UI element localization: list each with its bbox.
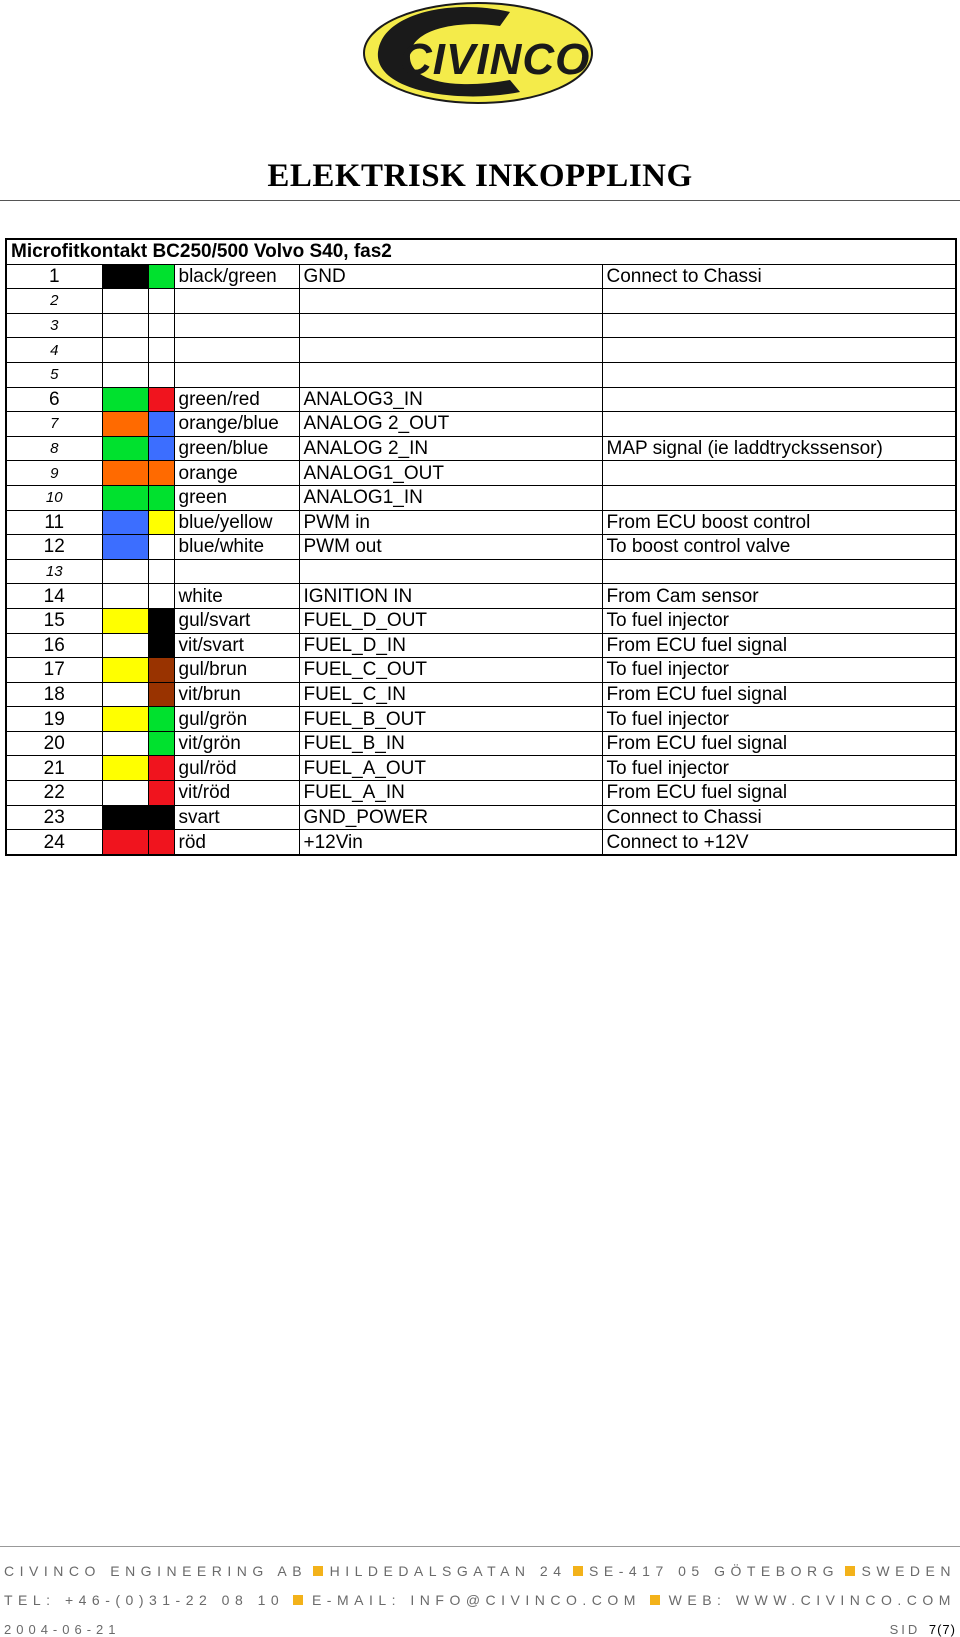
wire-color-name (174, 362, 299, 387)
table-row (6, 436, 956, 461)
pin-number: 24 (6, 830, 102, 855)
wire-color-name: gul/grön (174, 707, 299, 732)
wire-color-name: vit/röd (174, 781, 299, 806)
connection-note (602, 362, 956, 387)
page-label: SID (889, 1622, 921, 1637)
pin-number: 9 (6, 461, 102, 486)
wire-color-swatch-1 (102, 584, 148, 609)
signal-name: GND (299, 264, 602, 289)
wire-color-swatch-2 (148, 633, 174, 658)
table-row (6, 756, 956, 781)
pin-number: 21 (6, 756, 102, 781)
signal-name: ANALOG1_OUT (299, 461, 602, 486)
connection-note: From ECU boost control (602, 510, 956, 535)
table-row (6, 510, 956, 535)
signal-name: ANALOG 2_IN (299, 436, 602, 461)
wire-color-swatch-2 (148, 510, 174, 535)
pin-number: 3 (6, 313, 102, 338)
connection-note (602, 338, 956, 363)
table-row (6, 731, 956, 756)
footer-contact (4, 1592, 956, 1608)
connection-note: To fuel injector (602, 756, 956, 781)
wire-color-swatch-2 (148, 805, 174, 830)
wire-color-swatch-2 (148, 412, 174, 437)
wire-color-swatch-2 (148, 830, 174, 855)
wire-color-swatch-1 (102, 387, 148, 412)
pin-number: 11 (6, 510, 102, 535)
footer-company: CIVINCO ENGINEERING AB (4, 1563, 308, 1579)
pin-number: 19 (6, 707, 102, 732)
connection-note (602, 387, 956, 412)
table-row (6, 485, 956, 510)
wire-color-swatch-1 (102, 362, 148, 387)
wire-color-name (174, 313, 299, 338)
signal-name: ANALOG 2_OUT (299, 412, 602, 437)
signal-name: FUEL_A_IN (299, 781, 602, 806)
square-bullet-icon (845, 1566, 855, 1576)
wire-color-swatch-1 (102, 805, 148, 830)
svg-text:CIVINCO: CIVINCO (400, 35, 591, 84)
wire-color-name: svart (174, 805, 299, 830)
wire-color-swatch-2 (148, 559, 174, 584)
table-row (6, 805, 956, 830)
table-row (6, 362, 956, 387)
square-bullet-icon (313, 1566, 323, 1576)
connection-note: MAP signal (ie laddtryckssensor) (602, 436, 956, 461)
pin-number: 12 (6, 535, 102, 560)
footer-street: HILDEDALSGATAN 24 (329, 1563, 567, 1579)
wire-color-name: orange (174, 461, 299, 486)
square-bullet-icon (573, 1566, 583, 1576)
connection-note: Connect to +12V (602, 830, 956, 855)
signal-name (299, 362, 602, 387)
wire-color-swatch-1 (102, 781, 148, 806)
wire-color-swatch-2 (148, 731, 174, 756)
wire-color-swatch-1 (102, 731, 148, 756)
wire-color-swatch-1 (102, 313, 148, 338)
table-row (6, 535, 956, 560)
wire-color-swatch-1 (102, 485, 148, 510)
pin-table (5, 238, 957, 856)
pin-number: 20 (6, 731, 102, 756)
signal-name: FUEL_C_IN (299, 682, 602, 707)
wire-color-name (174, 559, 299, 584)
footer-address (4, 1563, 956, 1579)
wire-color-swatch-1 (102, 707, 148, 732)
pin-number: 14 (6, 584, 102, 609)
wire-color-name: green (174, 485, 299, 510)
wire-color-name: vit/svart (174, 633, 299, 658)
pin-number: 18 (6, 682, 102, 707)
signal-name (299, 559, 602, 584)
wire-color-swatch-2 (148, 584, 174, 609)
connection-note: From Cam sensor (602, 584, 956, 609)
connection-note: From ECU fuel signal (602, 781, 956, 806)
footer-date: 2004-06-21 (4, 1622, 121, 1637)
connection-note: From ECU fuel signal (602, 633, 956, 658)
wire-color-swatch-1 (102, 338, 148, 363)
wire-color-swatch-1 (102, 264, 148, 289)
table-row (6, 313, 956, 338)
table-row (6, 387, 956, 412)
wire-color-swatch-2 (148, 436, 174, 461)
footer-web[interactable]: WEB: WWW.CIVINCO.COM (668, 1592, 956, 1608)
wire-color-swatch-2 (148, 338, 174, 363)
wire-color-swatch-1 (102, 633, 148, 658)
signal-name: PWM out (299, 535, 602, 560)
wire-color-name: black/green (174, 264, 299, 289)
wire-color-swatch-2 (148, 289, 174, 314)
table-row (6, 264, 956, 289)
pin-number: 5 (6, 362, 102, 387)
table-row (6, 608, 956, 633)
wire-color-swatch-2 (148, 658, 174, 683)
square-bullet-icon (293, 1595, 303, 1605)
wire-color-name: röd (174, 830, 299, 855)
table-row (6, 412, 956, 437)
page-title: ELEKTRISK INKOPPLING (267, 158, 693, 194)
wire-color-name (174, 338, 299, 363)
wire-color-name: white (174, 584, 299, 609)
signal-name: IGNITION IN (299, 584, 602, 609)
footer-meta (4, 1622, 956, 1637)
pin-number: 7 (6, 412, 102, 437)
pin-number: 2 (6, 289, 102, 314)
wire-color-name: blue/white (174, 535, 299, 560)
wire-color-name: gul/röd (174, 756, 299, 781)
pin-number: 15 (6, 608, 102, 633)
connection-note: From ECU fuel signal (602, 731, 956, 756)
connection-note: Connect to Chassi (602, 264, 956, 289)
table-row (6, 781, 956, 806)
connection-note (602, 485, 956, 510)
signal-name: FUEL_B_IN (299, 731, 602, 756)
pin-number: 10 (6, 485, 102, 510)
wire-color-swatch-2 (148, 682, 174, 707)
wire-color-swatch-2 (148, 313, 174, 338)
table-header: Microfitkontakt BC250/500 Volvo S40, fas2 (6, 239, 956, 264)
table-row (6, 559, 956, 584)
signal-name: FUEL_C_OUT (299, 658, 602, 683)
footer-country: SWEDEN (861, 1563, 956, 1579)
wire-color-name: vit/brun (174, 682, 299, 707)
wire-color-swatch-2 (148, 387, 174, 412)
connection-note (602, 559, 956, 584)
table-row (6, 707, 956, 732)
wire-color-swatch-1 (102, 461, 148, 486)
wire-color-swatch-2 (148, 608, 174, 633)
signal-name: FUEL_D_IN (299, 633, 602, 658)
signal-name: FUEL_A_OUT (299, 756, 602, 781)
page-indicator (890, 1622, 956, 1637)
footer-email[interactable]: E-MAIL: INFO@CIVINCO.COM (311, 1592, 641, 1608)
wire-color-name: orange/blue (174, 412, 299, 437)
wire-color-name: gul/svart (174, 608, 299, 633)
wire-color-swatch-2 (148, 461, 174, 486)
signal-name: ANALOG1_IN (299, 485, 602, 510)
signal-name: FUEL_B_OUT (299, 707, 602, 732)
signal-name: GND_POWER (299, 805, 602, 830)
title-divider (0, 200, 960, 201)
table-row (6, 289, 956, 314)
wire-color-swatch-1 (102, 510, 148, 535)
connection-note: To fuel injector (602, 658, 956, 683)
pin-number: 13 (6, 559, 102, 584)
table-row (6, 461, 956, 486)
connection-note (602, 461, 956, 486)
wire-color-name: gul/brun (174, 658, 299, 683)
connection-note (602, 412, 956, 437)
table-row (6, 338, 956, 363)
page-number: 7(7) (928, 1622, 956, 1637)
wire-color-swatch-2 (148, 264, 174, 289)
footer-city: SE-417 05 GÖTEBORG (589, 1563, 839, 1579)
table-row (6, 633, 956, 658)
signal-name: FUEL_D_OUT (299, 608, 602, 633)
wire-color-name: blue/yellow (174, 510, 299, 535)
wire-color-swatch-1 (102, 559, 148, 584)
wire-color-swatch-2 (148, 362, 174, 387)
signal-name: +12Vin (299, 830, 602, 855)
wire-color-swatch-1 (102, 830, 148, 855)
wire-color-swatch-1 (102, 682, 148, 707)
square-bullet-icon (650, 1595, 660, 1605)
signal-name (299, 313, 602, 338)
wire-color-swatch-2 (148, 781, 174, 806)
pin-number: 4 (6, 338, 102, 363)
wire-color-swatch-1 (102, 756, 148, 781)
wire-color-swatch-1 (102, 289, 148, 314)
wire-color-name: vit/grön (174, 731, 299, 756)
connection-note: Connect to Chassi (602, 805, 956, 830)
wire-color-name: green/blue (174, 436, 299, 461)
footer-divider (0, 1546, 960, 1547)
wire-color-swatch-2 (148, 707, 174, 732)
wire-color-swatch-1 (102, 436, 148, 461)
connection-note (602, 289, 956, 314)
table-row (6, 584, 956, 609)
pin-number: 8 (6, 436, 102, 461)
connection-note: To fuel injector (602, 707, 956, 732)
wire-color-swatch-1 (102, 412, 148, 437)
connection-note: To boost control valve (602, 535, 956, 560)
table-row (6, 830, 956, 855)
pin-number: 1 (6, 264, 102, 289)
connection-note (602, 313, 956, 338)
table-row (6, 682, 956, 707)
wire-color-swatch-2 (148, 485, 174, 510)
table-row (6, 658, 956, 683)
signal-name: ANALOG3_IN (299, 387, 602, 412)
signal-name (299, 289, 602, 314)
connection-note: To fuel injector (602, 608, 956, 633)
signal-name: PWM in (299, 510, 602, 535)
connection-note: From ECU fuel signal (602, 682, 956, 707)
signal-name (299, 338, 602, 363)
footer-tel: TEL: +46-(0)31-22 08 10 (4, 1592, 285, 1608)
pin-number: 16 (6, 633, 102, 658)
wire-color-swatch-2 (148, 535, 174, 560)
pin-number: 17 (6, 658, 102, 683)
wire-color-swatch-2 (148, 756, 174, 781)
civinco-logo (360, 0, 605, 108)
wire-color-name (174, 289, 299, 314)
pin-number: 23 (6, 805, 102, 830)
wire-color-swatch-1 (102, 608, 148, 633)
wire-color-swatch-1 (102, 535, 148, 560)
wire-color-swatch-1 (102, 658, 148, 683)
pin-number: 22 (6, 781, 102, 806)
wire-color-name: green/red (174, 387, 299, 412)
pin-number: 6 (6, 387, 102, 412)
